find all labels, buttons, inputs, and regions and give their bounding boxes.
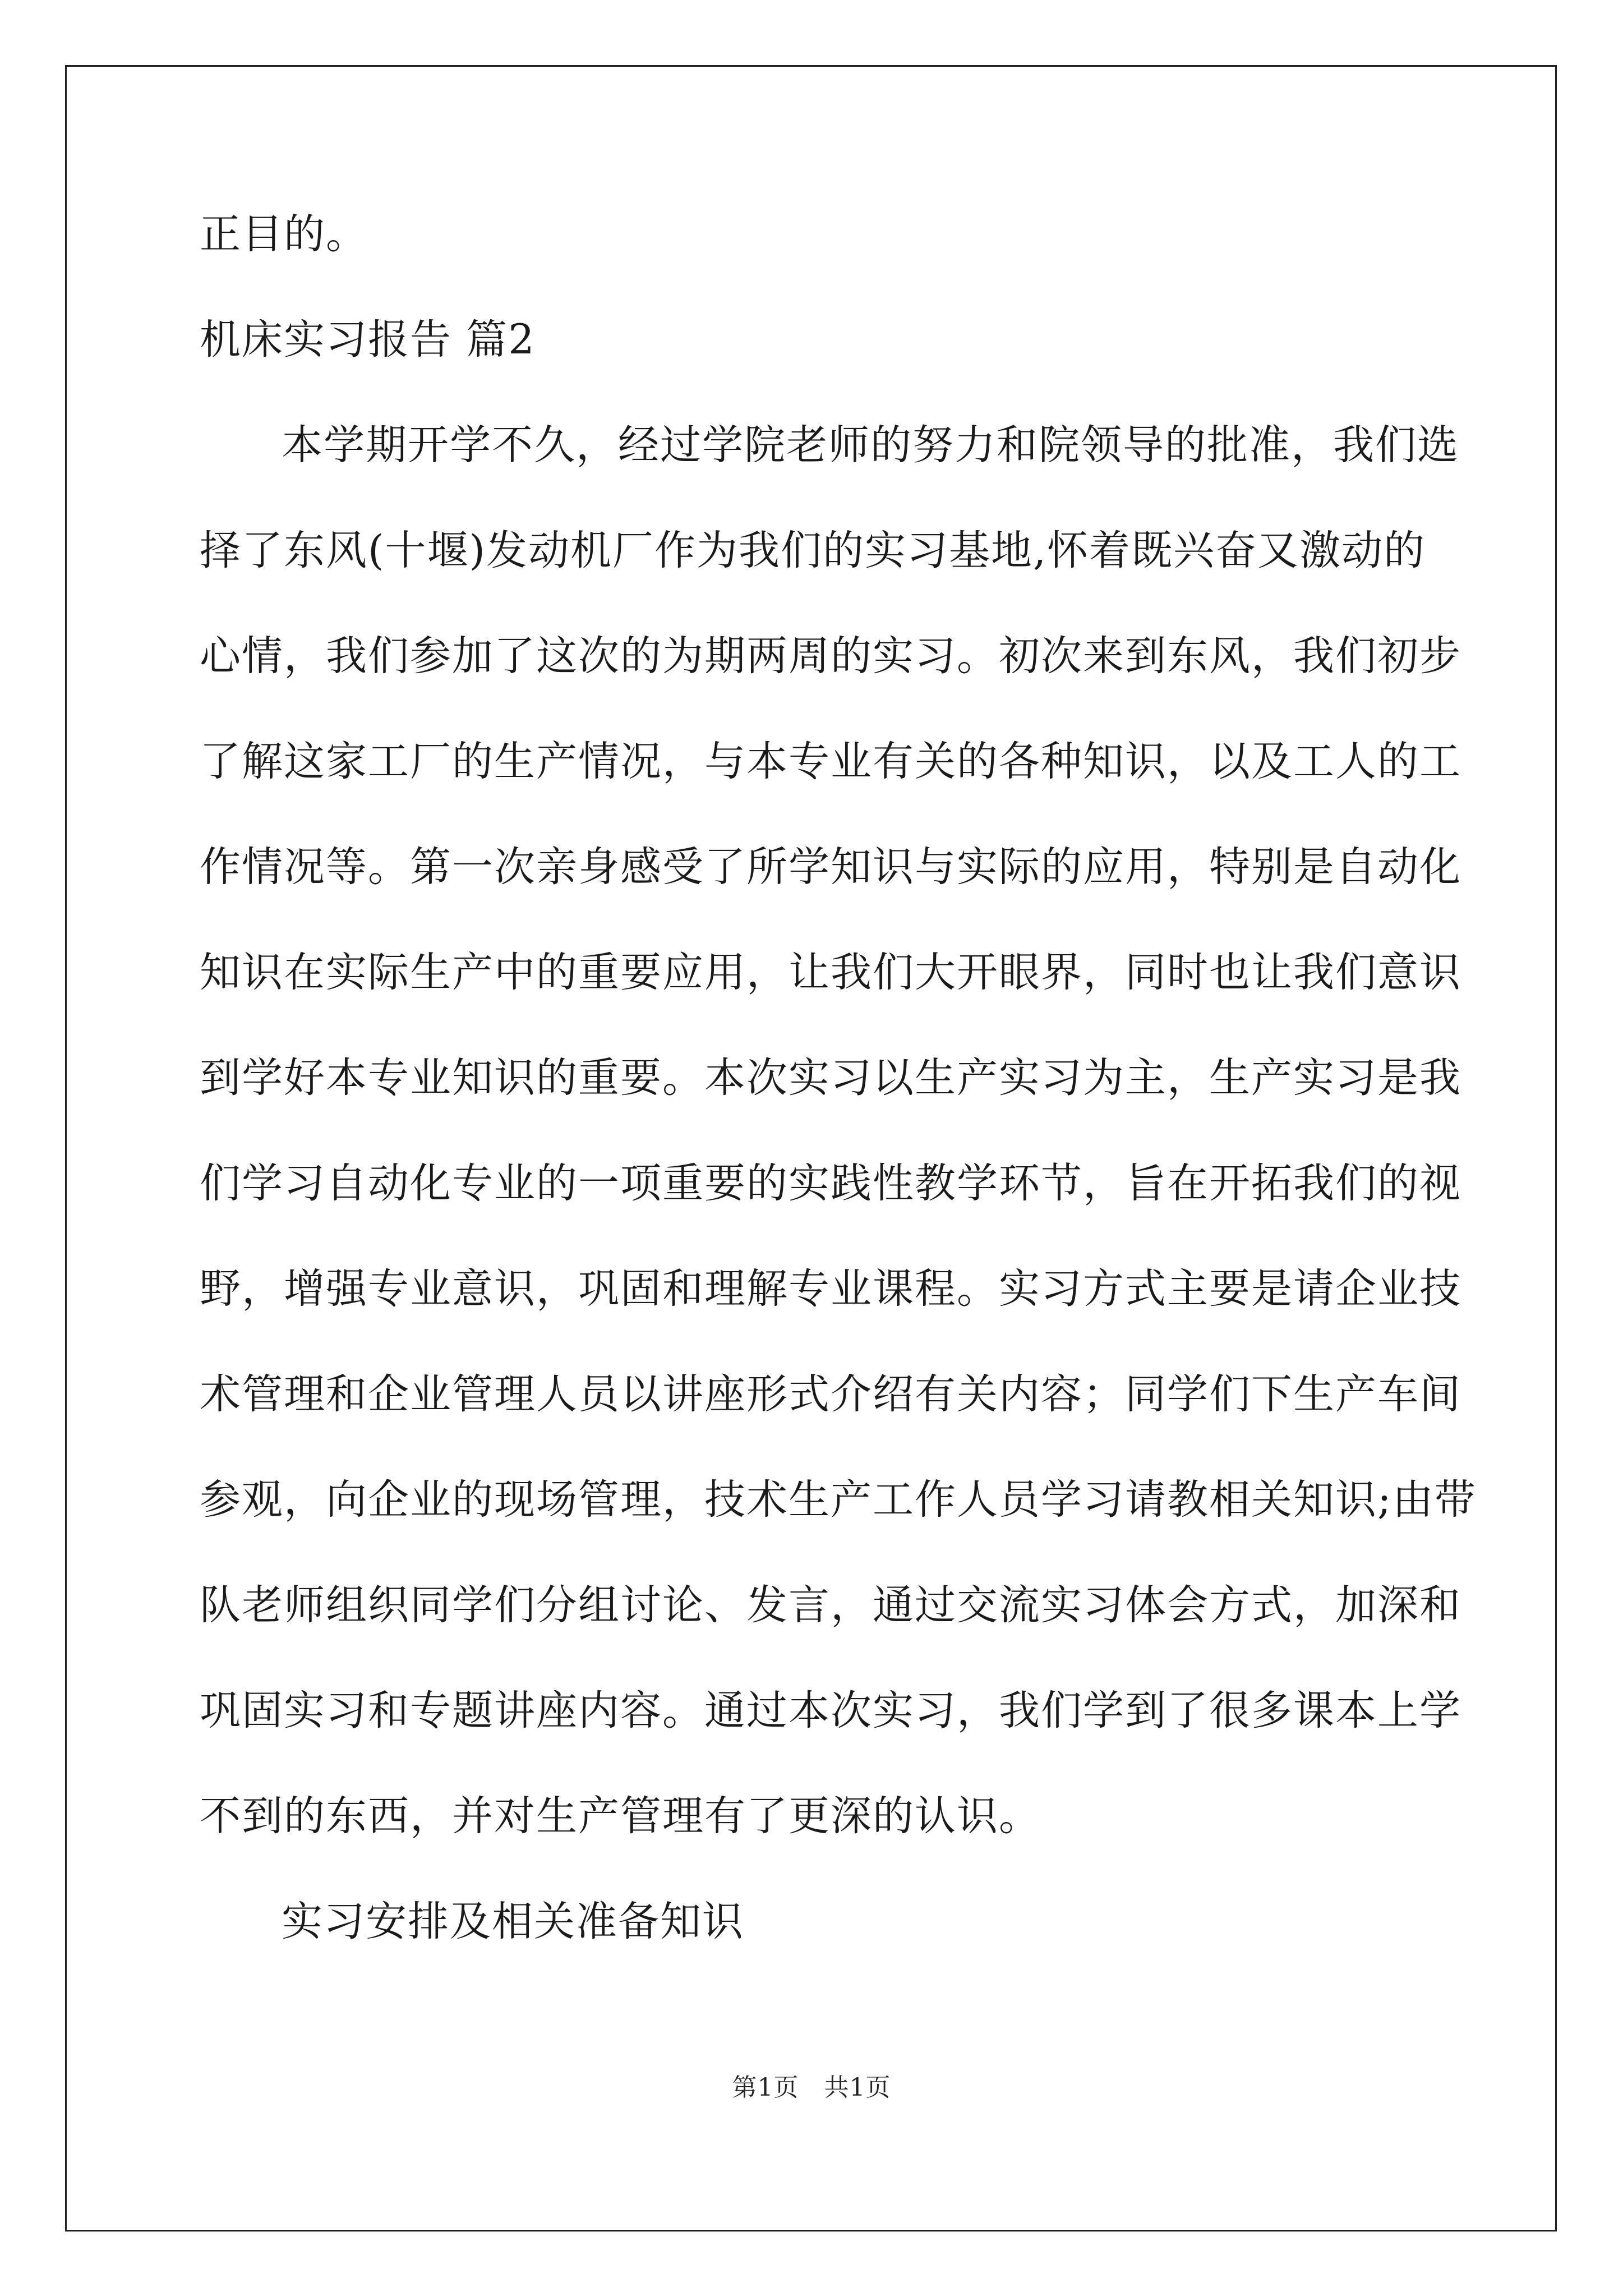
paragraph-line: 作情况等。第一次亲身感受了所学知识与实际的应用，特别是自动化 xyxy=(200,843,1461,891)
paragraph-line: 不到的东西，并对生产管理有了更深的认识。 xyxy=(200,1792,1041,1840)
text-fragment: 正目的。 xyxy=(200,210,368,258)
paragraph-line: 本学期开学不久，经过学院老师的努力和院领导的批准，我们选 xyxy=(282,421,1459,469)
document-body xyxy=(200,208,1477,1949)
paragraph-line: 择了东风(十堰)发动机厂作为我们的实习基地,怀着既兴奋又激动的 xyxy=(200,527,1426,574)
body-paragraph xyxy=(200,418,1477,1843)
paragraph-line: 到学好本专业知识的重要。本次实习以生产实习为主，生产实习是我 xyxy=(200,1054,1461,1102)
paragraph-line: 野，增强专业意识，巩固和理解专业课程。实习方式主要是请企业技 xyxy=(200,1265,1461,1313)
paragraph-line: 了解这家工厂的生产情况，与本专业有关的各种知识，以及工人的工 xyxy=(200,738,1461,785)
page-footer: 第1页 共1页 xyxy=(732,2073,891,2102)
paragraph-line: 术管理和企业管理人员以讲座形式介绍有关内容；同学们下生产车间 xyxy=(200,1370,1461,1418)
section-heading: 机床实习报告 篇2 xyxy=(200,316,536,364)
paragraph-line: 巩固实习和专题讲座内容。通过本次实习，我们学到了很多课本上学 xyxy=(200,1687,1461,1734)
paragraph-line: 心情，我们参加了这次的为期两周的实习。初次来到东风，我们初步 xyxy=(200,632,1461,680)
paragraph-line: 参观，向企业的现场管理，技术生产工作人员学习请教相关知识;由带 xyxy=(200,1476,1477,1524)
paragraph-line: 知识在实际生产中的重要应用，让我们大开眼界，同时也让我们意识 xyxy=(200,949,1461,996)
paragraph-line: 们学习自动化专业的一项重要的实践性教学环节，旨在开拓我们的视 xyxy=(200,1159,1461,1207)
subheading: 实习安排及相关准备知识 xyxy=(282,1898,744,1945)
paragraph-line: 队老师组织同学们分组讨论、发言，通过交流实习体会方式，加深和 xyxy=(200,1581,1461,1629)
